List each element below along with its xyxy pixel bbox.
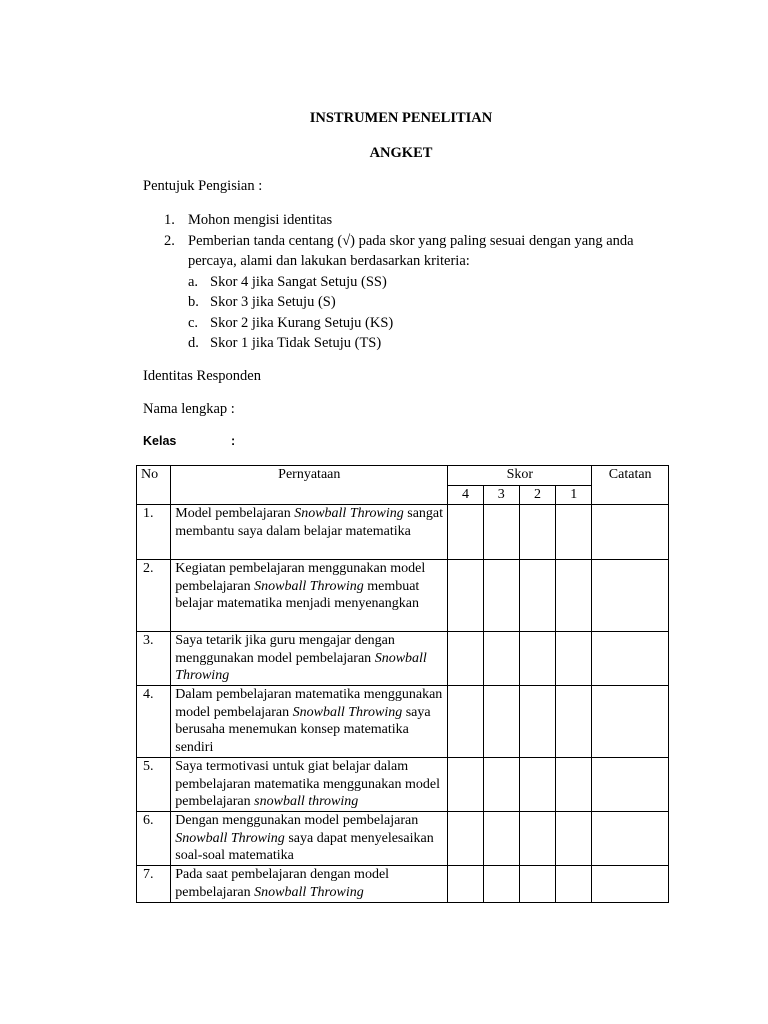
row-statement [171,505,448,560]
statement-text: membuat belajar matematika menjadi menyenangkan [175,578,420,611]
score-cell-2[interactable] [519,812,555,866]
instructions-heading: Pentujuk Pengisian : [143,178,263,194]
score-cell-1[interactable] [556,632,592,686]
criteria-letter: a. [188,273,199,290]
score-cell-2[interactable] [519,560,555,632]
criteria-text: Skor 3 jika Setuju (S) [210,294,336,310]
instruction-text: Pemberian tanda centang (√) pada skor yang paling sesuai dengan yang anda percaya, alami dan lakukan berdasarkan kriteria: [188,232,634,269]
score-cell-3[interactable] [483,866,519,903]
header-score-1: 1 [556,486,592,505]
notes-cell[interactable] [592,866,669,903]
notes-cell[interactable] [592,686,669,758]
criteria-item [188,272,663,293]
row-number: 6. [137,812,171,866]
table-row [137,812,669,866]
class-field [143,434,236,448]
criteria-text: Skor 1 jika Tidak Setuju (TS) [210,335,382,351]
score-cell-1[interactable] [556,758,592,812]
criteria-item [188,313,663,334]
notes-cell[interactable] [592,505,669,560]
row-number: 2. [137,560,171,632]
row-number: 5. [137,758,171,812]
table-header-row [137,466,669,486]
instruction-number: 1. [164,212,175,228]
score-cell-4[interactable] [448,812,483,866]
statement-text: Saya termotivasi untuk giat belajar dalam pembelajaran matematika menggunakan model pembelajaran [175,759,440,809]
criteria-item [188,333,663,354]
statement-text: Saya tetarik jika guru mengajar dengan menggunakan model pembelajaran [175,633,395,666]
statement-text: Dalam pembelajaran matematika menggunakan model pembelajaran [175,687,443,720]
instruction-item [143,231,663,354]
header-score: Skor [448,466,592,486]
criteria-text: Skor 4 jika Sangat Setuju (SS) [210,273,387,290]
score-cell-4[interactable] [448,560,483,632]
statement-text: saya dapat menyelesaikan soal-soal matematika [175,830,434,863]
row-number: 3. [137,632,171,686]
score-cell-1[interactable] [556,560,592,632]
class-colon: : [231,434,236,448]
statement-text: Dengan menggunakan model pembelajaran [175,813,419,828]
score-cell-4[interactable] [448,758,483,812]
statement-text: Kegiatan pembelajaran menggunakan model pembelajaran [175,561,426,594]
score-cell-3[interactable] [483,560,519,632]
score-cell-4[interactable] [448,866,483,903]
notes-cell[interactable] [592,812,669,866]
notes-cell[interactable] [592,560,669,632]
score-cell-2[interactable] [519,758,555,812]
notes-cell[interactable] [592,758,669,812]
header-notes: Catatan [592,466,669,505]
score-cell-4[interactable] [448,505,483,560]
instructions-list [143,210,663,354]
table-row [137,505,669,560]
header-no: No [137,466,171,505]
score-cell-1[interactable] [556,505,592,560]
row-number: 1. [137,505,171,560]
row-statement [171,866,448,903]
score-cell-4[interactable] [448,686,483,758]
statement-text: Model pembelajaran [175,506,295,521]
table-row [137,758,669,812]
score-cell-2[interactable] [519,632,555,686]
header-score-3: 3 [483,486,519,505]
row-statement [171,812,448,866]
score-cell-1[interactable] [556,866,592,903]
statement-emphasis: Snowball Throwing [175,830,285,846]
criteria-text: Skor 2 jika Kurang Setuju (KS) [210,314,394,331]
instruction-text: Mohon mengisi identitas [188,212,333,228]
criteria-letter: d. [188,335,199,351]
statement-emphasis: Snowball Throwing [254,578,364,594]
document-title: INSTRUMEN PENELITIAN [309,110,493,126]
score-cell-3[interactable] [483,686,519,758]
notes-cell[interactable] [592,632,669,686]
row-number: 7. [137,866,171,903]
class-label: Kelas [143,434,177,448]
row-number: 4. [137,686,171,758]
criteria-item [188,292,663,313]
questionnaire-table [136,465,669,903]
table-row [137,686,669,758]
criteria-letter: b. [188,294,199,310]
score-cell-2[interactable] [519,686,555,758]
statement-emphasis: Snowball Throwing [294,506,404,521]
header-statement: Pernyataan [171,466,448,505]
score-cell-3[interactable] [483,812,519,866]
score-cell-3[interactable] [483,758,519,812]
identity-heading: Identitas Responden [143,368,261,384]
criteria-letter: c. [188,314,199,331]
score-cell-2[interactable] [519,505,555,560]
row-statement [171,758,448,812]
score-cell-1[interactable] [556,812,592,866]
header-score-2: 2 [519,486,555,505]
score-cell-4[interactable] [448,632,483,686]
instruction-item [143,210,663,231]
document-subtitle: ANGKET [369,145,433,161]
score-cell-2[interactable] [519,866,555,903]
statement-text: Pada saat pembelajaran dengan model pembelajaran [175,867,390,900]
table-row [137,560,669,632]
statement-emphasis: Snowball Throwing [292,704,403,720]
header-score-4: 4 [448,486,483,505]
statement-emphasis: snowball throwing [254,794,359,809]
row-statement [171,632,448,686]
table-row [137,866,669,903]
statement-emphasis: Snowball Throwing [254,884,364,900]
score-cell-1[interactable] [556,686,592,758]
row-statement [171,686,448,758]
instruction-number: 2. [164,232,175,249]
statement-emphasis: Snowball Throwing [175,650,427,683]
criteria-list [188,272,663,354]
score-cell-3[interactable] [483,632,519,686]
table-row [137,632,669,686]
name-label: Nama lengkap : [143,401,235,417]
statement-text: sangat membantu saya dalam belajar matematika [175,506,444,539]
statement-text: saya berusaha menemukan konsep matematika sendiri [175,704,431,755]
row-statement [171,560,448,632]
score-cell-3[interactable] [483,505,519,560]
